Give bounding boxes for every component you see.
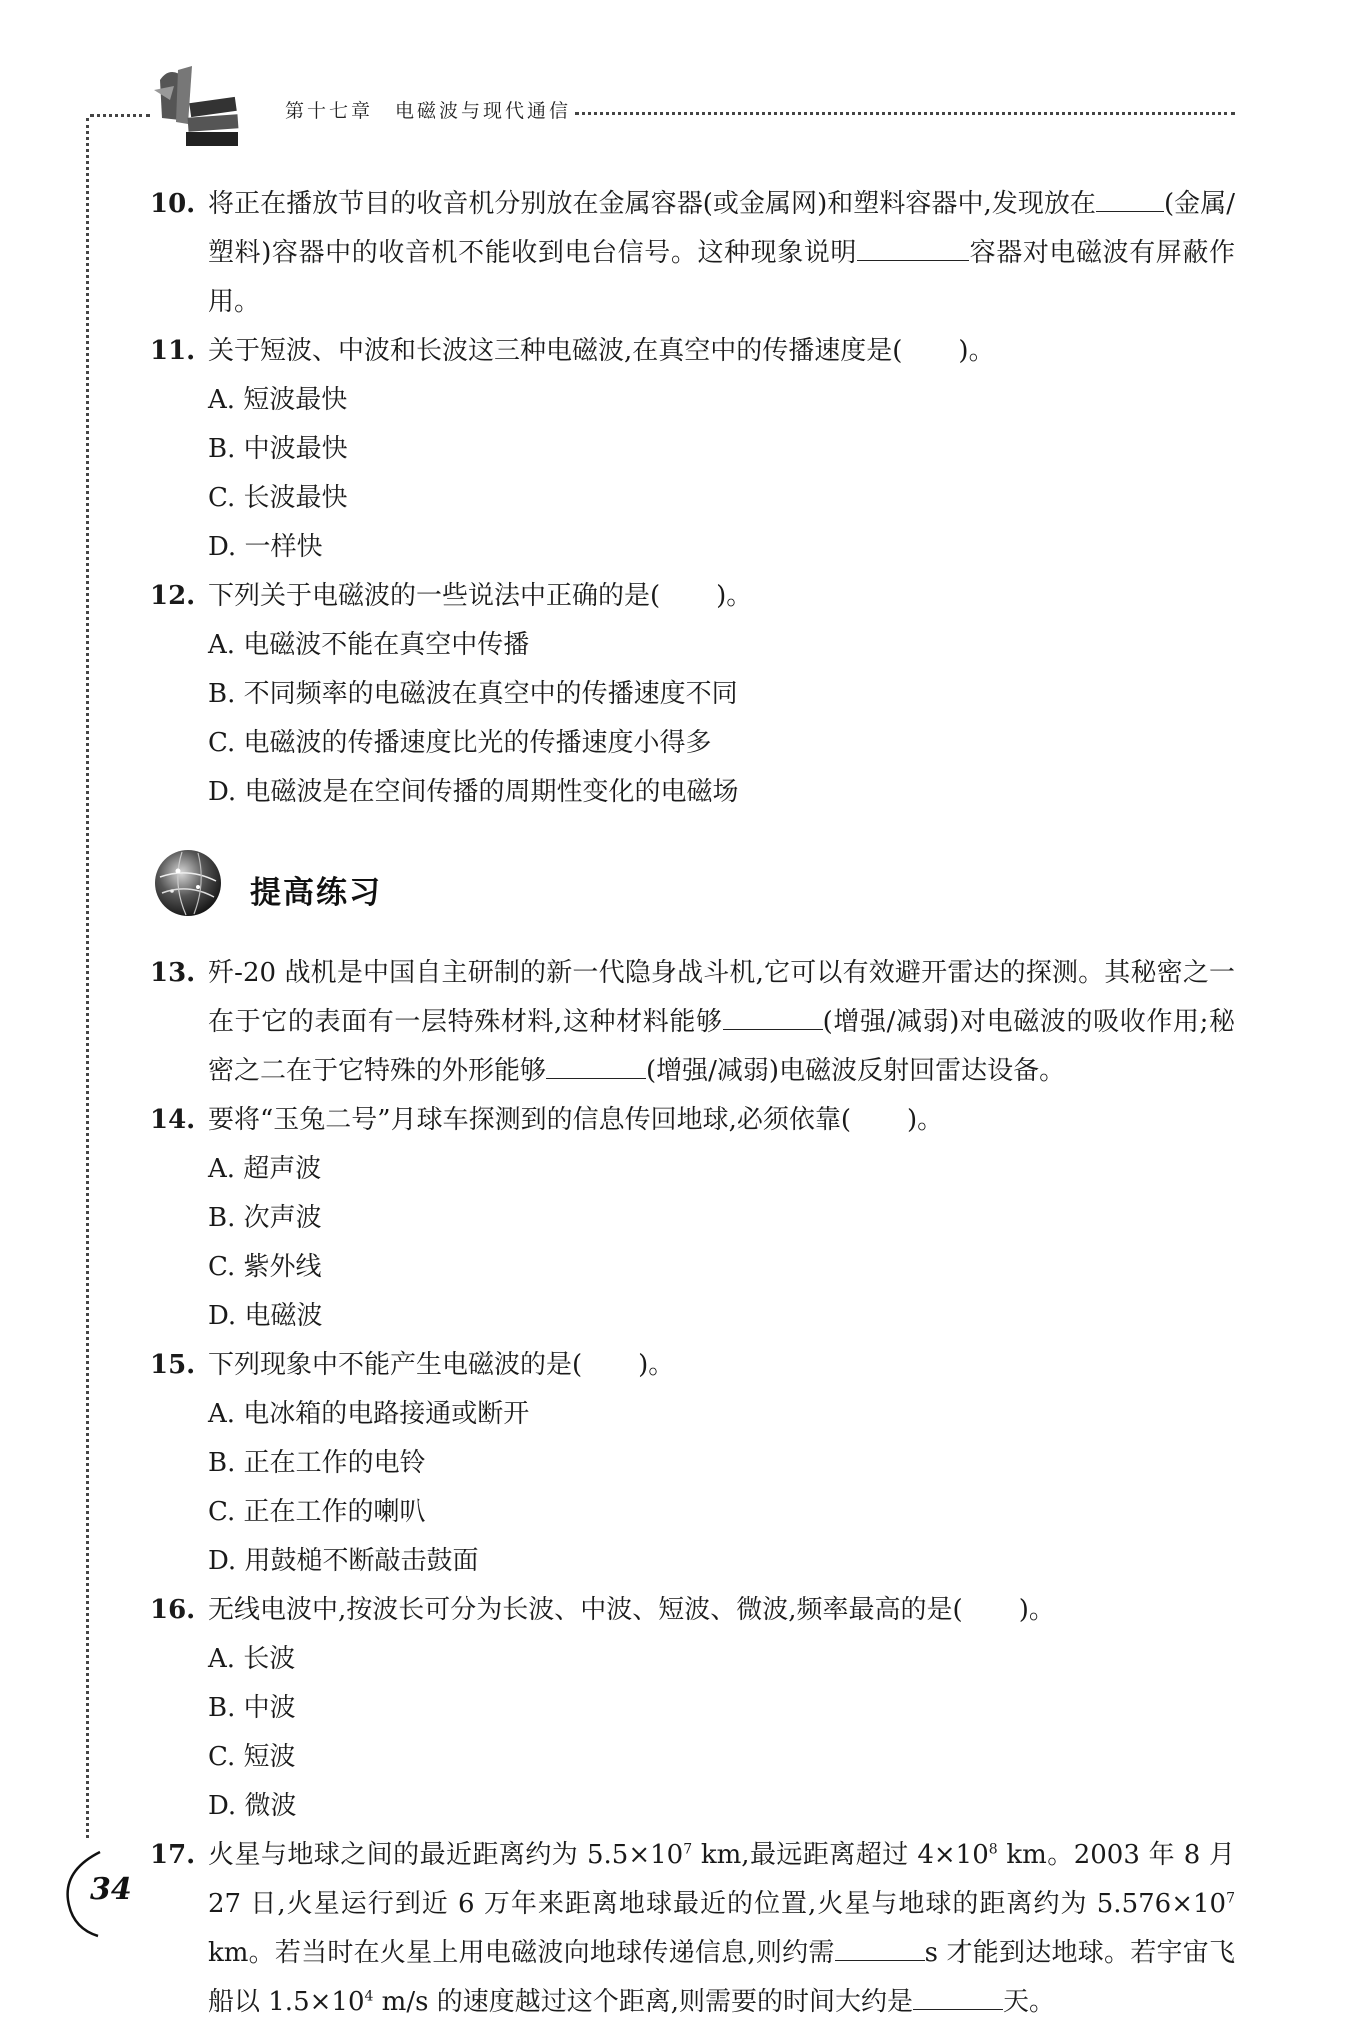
question-text: )。 xyxy=(907,1105,944,1135)
question-body xyxy=(208,1341,1235,1390)
answer-blank[interactable] xyxy=(913,1985,1003,2010)
section-header xyxy=(150,833,1235,943)
question-text: )。 xyxy=(716,581,753,611)
question-text: 容器对电磁波有屏蔽作用。 xyxy=(208,238,1235,317)
question-text: (增强/减弱)对电磁波的吸收作用;秘密之二在于它特殊的外形能够 xyxy=(208,1007,1235,1086)
option-d[interactable]: D. 电磁波 xyxy=(208,1301,323,1331)
options-16 xyxy=(208,1635,1235,1831)
option-a[interactable]: A. 短波最快 xyxy=(208,385,348,415)
question-body xyxy=(208,1096,1235,1145)
question-text: 要将“玉兔二号”月球车探测到的信息传回地球,必须依靠( xyxy=(208,1105,851,1135)
question-text: km。2003 年 8 月 27 日,火星运行到近 6 万年来距离地球最近的位置,火星与地球的距离约为 5.576×10 xyxy=(208,1840,1235,1919)
option-b[interactable]: B. 正在工作的电铃 xyxy=(208,1448,426,1478)
exponent: 7 xyxy=(683,1841,693,1858)
question-11 xyxy=(150,327,1235,376)
options-15 xyxy=(208,1390,1235,1586)
question-15 xyxy=(150,1341,1235,1390)
question-body xyxy=(208,180,1235,327)
option-b[interactable]: B. 中波最快 xyxy=(208,434,348,464)
chapter-name: 电磁波与现代通信 xyxy=(395,100,572,122)
page-content xyxy=(150,180,1235,2027)
question-17 xyxy=(150,1831,1235,2027)
exponent: 7 xyxy=(1226,1890,1235,1907)
answer-blank[interactable] xyxy=(857,236,969,261)
margin-dotted-line xyxy=(86,118,89,1838)
option-b[interactable]: B. 中波 xyxy=(208,1693,296,1723)
options-11 xyxy=(208,376,1235,572)
answer-blank[interactable] xyxy=(723,1005,823,1030)
option-b[interactable]: B. 不同频率的电磁波在真空中的传播速度不同 xyxy=(208,679,738,709)
question-13 xyxy=(150,949,1235,1096)
question-text: 天。 xyxy=(1002,1987,1055,2017)
chapter-number: 第十七章 xyxy=(285,100,374,122)
question-text: s 才能到达地球。若宇宙飞船以 1.5×10 xyxy=(208,1938,1235,2017)
option-c[interactable]: C. 短波 xyxy=(208,1742,296,1772)
question-12 xyxy=(150,572,1235,621)
option-b[interactable]: B. 次声波 xyxy=(208,1203,322,1233)
question-text: )。 xyxy=(1018,1595,1055,1625)
question-number: 17. xyxy=(150,1840,196,1870)
question-number: 14. xyxy=(150,1105,196,1135)
question-text: 关于短波、中波和长波这三种电磁波,在真空中的传播速度是( xyxy=(208,336,903,366)
option-a[interactable]: A. 电冰箱的电路接通或断开 xyxy=(208,1399,530,1429)
options-12 xyxy=(208,621,1235,817)
question-number: 16. xyxy=(150,1595,196,1625)
question-text: m/s 的速度越过这个距离,则需要的时间大约是 xyxy=(373,1987,913,2017)
question-body xyxy=(208,1586,1235,1635)
question-body xyxy=(208,572,1235,621)
option-a[interactable]: A. 长波 xyxy=(208,1644,296,1674)
option-c[interactable]: C. 电磁波的传播速度比光的传播速度小得多 xyxy=(208,728,712,758)
option-d[interactable]: D. 电磁波是在空间传播的周期性变化的电磁场 xyxy=(208,777,739,807)
exponent: 8 xyxy=(988,1841,998,1858)
question-number: 13. xyxy=(150,958,196,988)
books-icon xyxy=(140,60,250,160)
question-text: )。 xyxy=(638,1350,675,1380)
question-text: 歼-20 战机是中国自主研制的新一代隐身战斗机,它可以有效避开雷达的探测。其秘密之一在于它的表面有一层特殊材料,这种材料能够 xyxy=(208,958,1235,1037)
question-text: )。 xyxy=(958,336,995,366)
question-text: 火星与地球之间的最近距离约为 5.5×10 xyxy=(208,1840,684,1870)
option-c[interactable]: C. 正在工作的喇叭 xyxy=(208,1497,426,1527)
option-d[interactable]: D. 用鼓槌不断敲击鼓面 xyxy=(208,1546,479,1576)
question-text: 将正在播放节目的收音机分别放在金属容器(或金属网)和塑料容器中,发现放在 xyxy=(208,189,1096,219)
option-a[interactable]: A. 超声波 xyxy=(208,1154,322,1184)
header-dotted-line xyxy=(575,112,1235,115)
question-text: km。若当时在火星上用电磁波向地球传递信息,则约需 xyxy=(208,1938,835,1968)
question-number: 11. xyxy=(150,336,196,366)
option-a[interactable]: A. 电磁波不能在真空中传播 xyxy=(208,630,530,660)
answer-blank[interactable] xyxy=(835,1936,925,1961)
option-d[interactable]: D. 微波 xyxy=(208,1791,297,1821)
options-14 xyxy=(208,1145,1235,1341)
question-body xyxy=(208,1831,1235,2027)
question-body xyxy=(208,949,1235,1096)
question-text: 无线电波中,按波长可分为长波、中波、短波、微波,频率最高的是( xyxy=(208,1595,963,1625)
page-header xyxy=(0,0,1350,180)
globe-icon xyxy=(152,847,224,919)
header-dotted-line-left xyxy=(90,114,150,117)
option-c[interactable]: C. 长波最快 xyxy=(208,483,348,513)
answer-blank[interactable] xyxy=(1096,187,1164,212)
question-text: 下列现象中不能产生电磁波的是( xyxy=(208,1350,583,1380)
question-text: (金属/塑料)容器中的收音机不能收到电台信号。这种现象说明 xyxy=(208,189,1235,268)
answer-blank[interactable] xyxy=(546,1054,646,1079)
question-10 xyxy=(150,180,1235,327)
exponent: 4 xyxy=(364,1988,374,2005)
option-d[interactable]: D. 一样快 xyxy=(208,532,323,562)
page-number: 34 xyxy=(90,1872,132,1907)
chapter-title xyxy=(285,96,593,123)
question-text: km,最远距离超过 4×10 xyxy=(692,1840,989,1870)
question-16 xyxy=(150,1586,1235,1635)
question-number: 12. xyxy=(150,581,196,611)
question-14 xyxy=(150,1096,1235,1145)
page-number-badge xyxy=(58,1840,148,1940)
question-number: 15. xyxy=(150,1350,196,1380)
question-body xyxy=(208,327,1235,376)
question-text: 下列关于电磁波的一些说法中正确的是( xyxy=(208,581,661,611)
section-title: 提高练习 xyxy=(250,875,382,911)
option-c[interactable]: C. 紫外线 xyxy=(208,1252,322,1282)
question-number: 10. xyxy=(150,189,196,219)
question-text: (增强/减弱)电磁波反射回雷达设备。 xyxy=(646,1056,1066,1086)
